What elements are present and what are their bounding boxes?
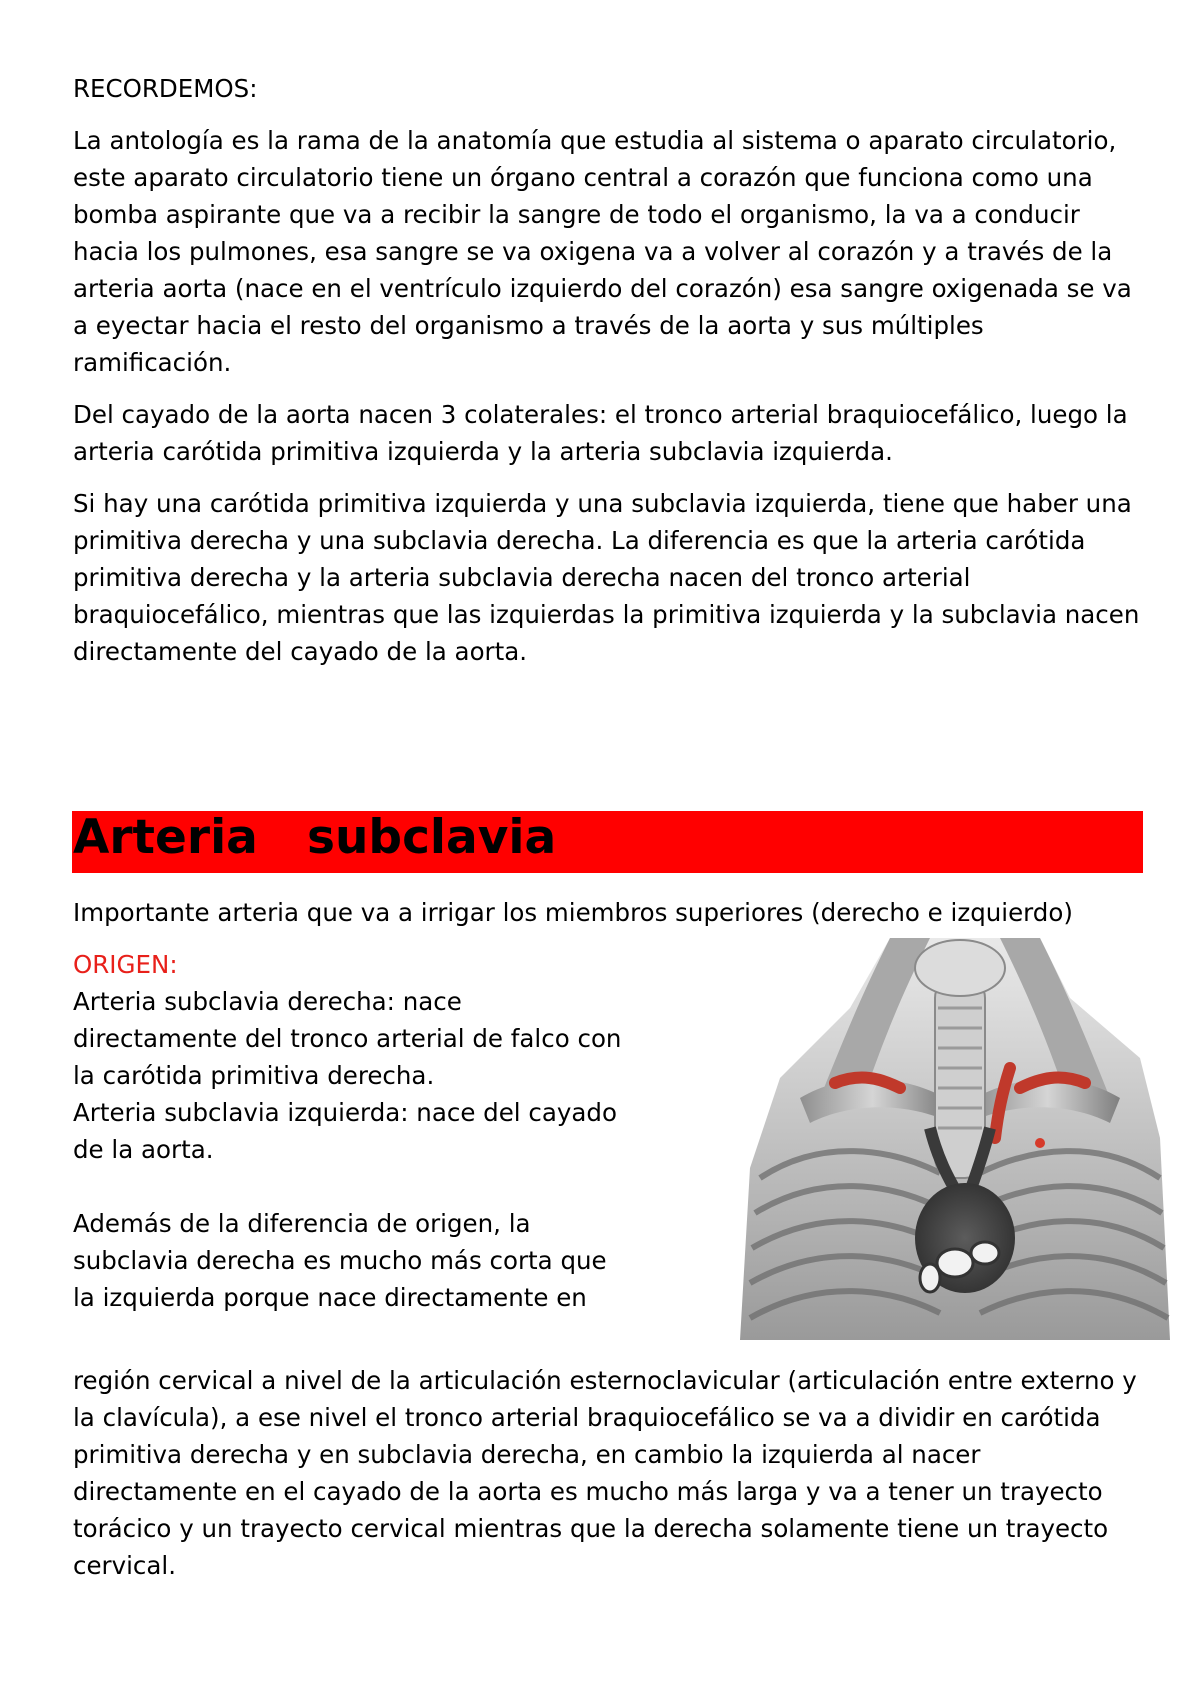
recordemos-label: RECORDEMOS: xyxy=(73,74,258,103)
difference-continuation xyxy=(73,1362,1143,1584)
origen-line: de la aorta. xyxy=(73,1135,214,1164)
spacer xyxy=(73,1168,713,1205)
origen-column xyxy=(73,946,713,1316)
anatomy-figure xyxy=(740,938,1173,1340)
intro-paragraph-difference: Si hay una carótida primitiva izquierda y una subclavia izquierda, tiene que haber una primitiva derecha y una subclavia derecha. La diferencia es que la arteria carótida primitiva derecha y la arteria subclavia derecha nacen del tronco arterial braquiocefálico, mientras que las izquierdas la primitiva izquierda y la subclavia nacen directamente del cayado de la aorta. xyxy=(73,489,1140,666)
difference-line: Además de la diferencia de origen, la xyxy=(73,1209,531,1238)
anatomy-illustration-icon xyxy=(740,938,1173,1340)
intro-paragraph-collaterals: Del cayado de la aorta nacen 3 colaterales: el tronco arterial braquiocefálico, luego la arteria carótida primitiva izquierda y la arteria subclavia izquierda. xyxy=(73,400,1128,466)
difference-line: subclavia derecha es mucho más corta que xyxy=(73,1246,607,1275)
origen-line: Arteria subclavia izquierda: nace del cayado xyxy=(73,1098,617,1127)
intro-section xyxy=(73,70,1143,685)
intro-paragraph-circulatory: La antología es la rama de la anatomía que estudia al sistema o aparato circulatorio, este aparato circulatorio tiene un órgano central a corazón que funciona como una bomba aspirante que va a recibir la sangre de todo el organismo, la va a conducir hacia los pulmones, esa sangre se va oxigena va a volver al corazón y a través de la arteria aorta (nace en el ventrículo izquierdo del corazón) esa sangre oxigenada se va a eyectar hacia el resto del organismo a través de la aorta y sus múltiples ramificación. xyxy=(73,126,1132,377)
difference-line: la izquierda porque nace directamente en xyxy=(73,1283,587,1312)
origen-line: Arteria subclavia derecha: nace xyxy=(73,987,462,1016)
origen-line: la carótida primitiva derecha. xyxy=(73,1061,435,1090)
subclavia-description: Importante arteria que va a irrigar los miembros superiores (derecho e izquierdo) xyxy=(73,898,1073,927)
difference-paragraph: región cervical a nivel de la articulación esternoclavicular (articulación entre externo y la clavícula), a ese nivel el tronco arterial braquiocefálico se va a dividir en carótida primitiva derecha y en subclavia derecha, en cambio la izquierda al nacer directamente en el cayado de la aorta es mucho más larga y va a tener un trayecto torácico y un trayecto cervical mientras que la derecha solamente tiene un trayecto cervical. xyxy=(73,1366,1137,1580)
origen-label: ORIGEN: xyxy=(73,950,178,979)
section-heading: Arteria subclavia xyxy=(73,810,557,865)
origen-line: directamente del tronco arterial de falco con xyxy=(73,1024,622,1053)
